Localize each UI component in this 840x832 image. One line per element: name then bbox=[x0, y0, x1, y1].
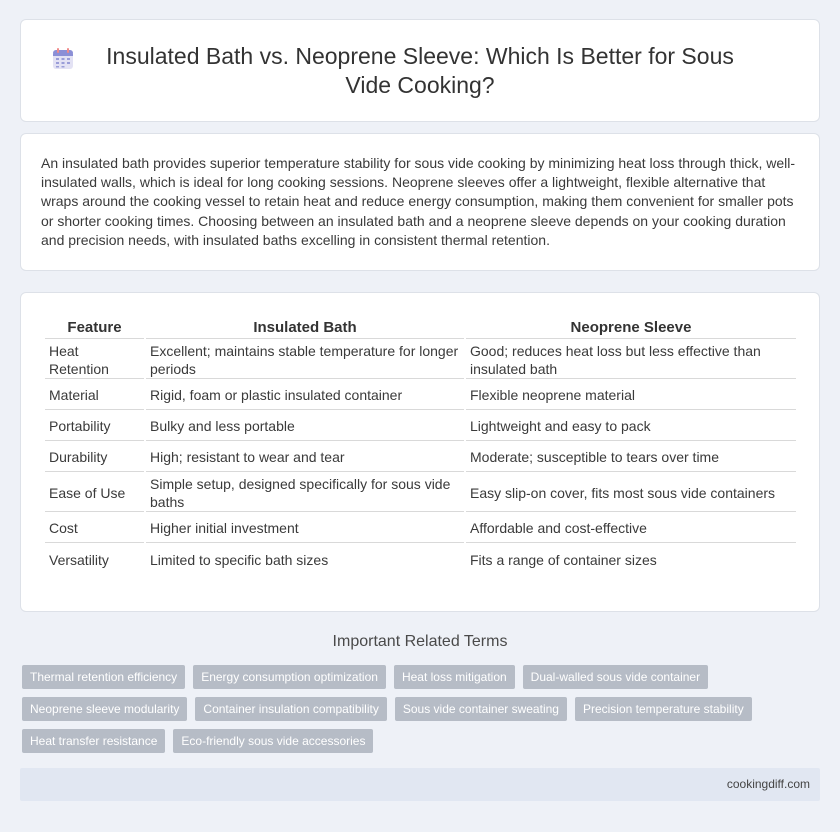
intro-card bbox=[20, 133, 820, 271]
neoprene-sleeve-cell: Good; reduces heat loss but less effective than insulated bath bbox=[466, 341, 796, 379]
comparison-table bbox=[43, 312, 798, 576]
comparison-card bbox=[20, 292, 820, 612]
table-row bbox=[45, 341, 796, 379]
feature-cell: Ease of Use bbox=[45, 474, 144, 512]
neoprene-sleeve-cell: Moderate; susceptible to tears over time bbox=[466, 443, 796, 472]
header-feature: Feature bbox=[45, 314, 144, 339]
insulated-bath-cell: Limited to specific bath sizes bbox=[150, 551, 329, 568]
neoprene-sleeve-cell: Affordable and cost-effective bbox=[466, 514, 796, 543]
table-row bbox=[45, 474, 796, 512]
related-terms-title: Important Related Terms bbox=[332, 633, 508, 650]
feature-cell: Durability bbox=[45, 443, 144, 472]
insulated-bath-cell: Bulky and less portable bbox=[146, 412, 464, 441]
table-row bbox=[45, 514, 796, 543]
related-term-tag[interactable]: Thermal retention efficiency bbox=[22, 665, 185, 689]
related-term-tag[interactable]: Dual-walled sous vide container bbox=[523, 665, 708, 689]
related-terms-tags bbox=[22, 665, 822, 753]
insulated-bath-cell: Higher initial investment bbox=[146, 514, 464, 543]
neoprene-sleeve-cell: Lightweight and easy to pack bbox=[466, 412, 796, 441]
footer bbox=[20, 768, 820, 801]
related-term-tag[interactable]: Heat loss mitigation bbox=[394, 665, 515, 689]
related-term-tag[interactable]: Energy consumption optimization bbox=[193, 665, 386, 689]
feature-cell: Cost bbox=[45, 514, 144, 543]
feature-cell: Portability bbox=[45, 412, 144, 441]
insulated-bath-cell: Simple setup, designed specifically for sous vide baths bbox=[146, 474, 464, 512]
footer-site-link[interactable]: cookingdiff.com bbox=[726, 777, 810, 791]
table-row bbox=[45, 443, 796, 472]
neoprene-sleeve-cell: Flexible neoprene material bbox=[466, 381, 796, 410]
table-header-row bbox=[45, 314, 796, 339]
feature-cell: Heat Retention bbox=[45, 341, 144, 379]
related-term-tag[interactable]: Precision temperature stability bbox=[575, 697, 752, 721]
related-term-tag[interactable]: Sous vide container sweating bbox=[395, 697, 567, 721]
table-row bbox=[45, 412, 796, 441]
related-term-tag[interactable]: Heat transfer resistance bbox=[22, 729, 165, 753]
header-insulated-bath: Insulated Bath bbox=[146, 314, 464, 339]
table-row bbox=[45, 381, 796, 410]
insulated-bath-cell: Rigid, foam or plastic insulated container bbox=[146, 381, 464, 410]
feature-cell: Material bbox=[45, 381, 144, 410]
header-card bbox=[20, 19, 820, 122]
intro-paragraph: An insulated bath provides superior temperature stability for sous vide cooking by minimizing heat loss through thick, well-insulated walls, which is ideal for long cooking sessions. Neoprene sleeves offer a lightweight, flexible alternative that wraps around the cooking vessel to retain heat and reduce energy consumption, making them convenient for smaller pots or shorter cooking times. Choosing between an insulated bath and a neoprene sleeve depends on your cooking duration and precision needs, with insulated baths excelling in consistent thermal retention. bbox=[41, 155, 796, 248]
page-title: Insulated Bath vs. Neoprene Sleeve: Which Is Better for Sous Vide Cooking? bbox=[106, 42, 734, 98]
table-row bbox=[45, 545, 796, 574]
neoprene-sleeve-cell: Fits a range of container sizes bbox=[470, 551, 657, 568]
related-term-tag[interactable]: Eco-friendly sous vide accessories bbox=[173, 729, 373, 753]
neoprene-sleeve-cell: Easy slip-on cover, fits most sous vide containers bbox=[466, 474, 796, 512]
related-term-tag[interactable]: Neoprene sleeve modularity bbox=[22, 697, 187, 721]
insulated-bath-cell: Excellent; maintains stable temperature for longer periods bbox=[146, 341, 464, 379]
header-neoprene-sleeve: Neoprene Sleeve bbox=[466, 314, 796, 339]
related-term-tag[interactable]: Container insulation compatibility bbox=[195, 697, 386, 721]
insulated-bath-cell: High; resistant to wear and tear bbox=[146, 443, 464, 472]
feature-cell: Versatility bbox=[49, 551, 109, 568]
